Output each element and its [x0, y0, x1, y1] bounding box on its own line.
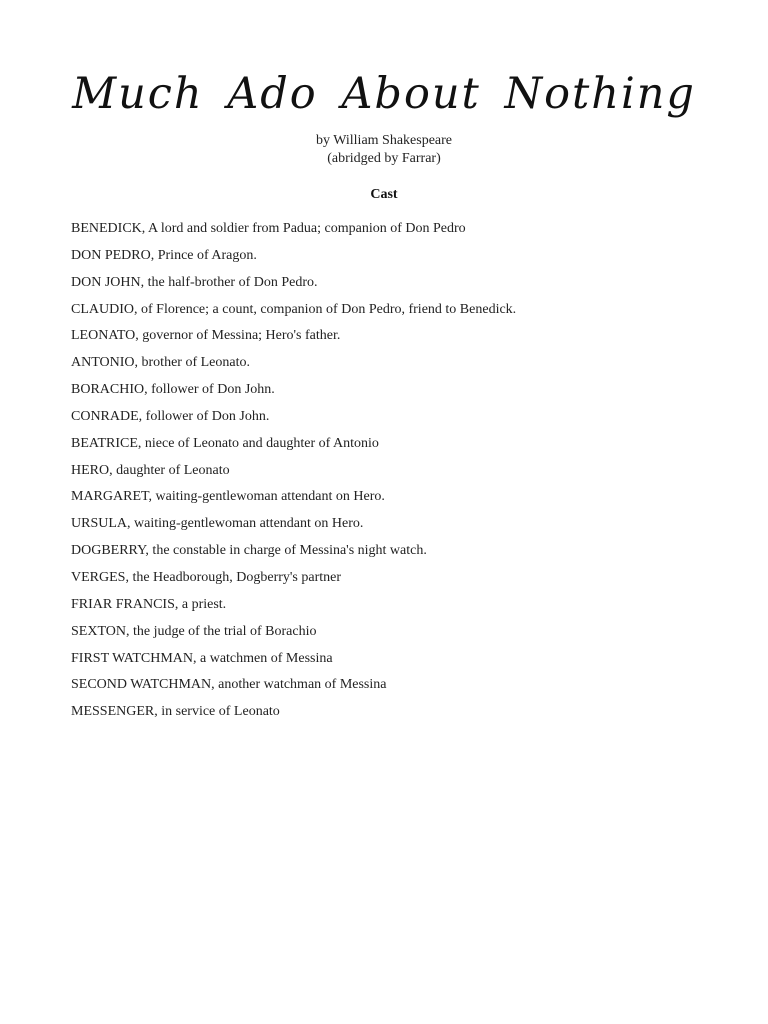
cast-member: CLAUDIO, of Florence; a count, companion of Don Pedro, friend to Benedick. [71, 301, 517, 317]
cast-member: URSULA, waiting-gentlewoman attendant on Hero. [71, 516, 364, 532]
cast-member: BENEDICK, A lord and soldier from Padua; companion of Don Pedro [71, 221, 466, 236]
abridged-line: (abridged by Farrar) [327, 151, 441, 166]
cast-member: DON JOHN, the half-brother of Don Pedro. [71, 274, 318, 290]
cast-member: ANTONIO, brother of Leonato. [71, 355, 250, 371]
cast-member: DOGBERRY, the constable in charge of Messina's night watch. [71, 543, 427, 559]
document-title: Much Ado About Nothing [72, 69, 696, 119]
cast-member: BEATRICE, niece of Leonato and daughter of Antonio [71, 435, 379, 451]
cast-member: HERO, daughter of Leonato [71, 462, 230, 478]
author-line: by William Shakespeare [315, 133, 453, 148]
cast-member: MARGARET, waiting-gentlewoman attendant on Hero. [71, 489, 385, 505]
cast-member: DON PEDRO, Prince of Aragon. [71, 247, 257, 263]
cast-member: MESSENGER, in service of Leonato [71, 704, 280, 720]
cast-member: FRIAR FRANCIS, a priest. [71, 596, 227, 612]
cast-member: BORACHIO, follower of Don John. [71, 382, 275, 398]
cast-member: SECOND WATCHMAN, another watchman of Messina [71, 677, 387, 693]
cast-member: SEXTON, the judge of the trial of Borachio [71, 623, 317, 639]
cast-member: CONRADE, follower of Don John. [71, 408, 270, 424]
cast-heading: Cast [370, 187, 398, 202]
cast-member: FIRST WATCHMAN, a watchmen of Messina [71, 650, 333, 666]
cast-list [71, 220, 731, 730]
cast-member: VERGES, the Headborough, Dogberry's partner [71, 569, 342, 585]
byline [0, 132, 768, 168]
cast-member: LEONATO, governor of Messina; Hero's father. [71, 328, 341, 344]
